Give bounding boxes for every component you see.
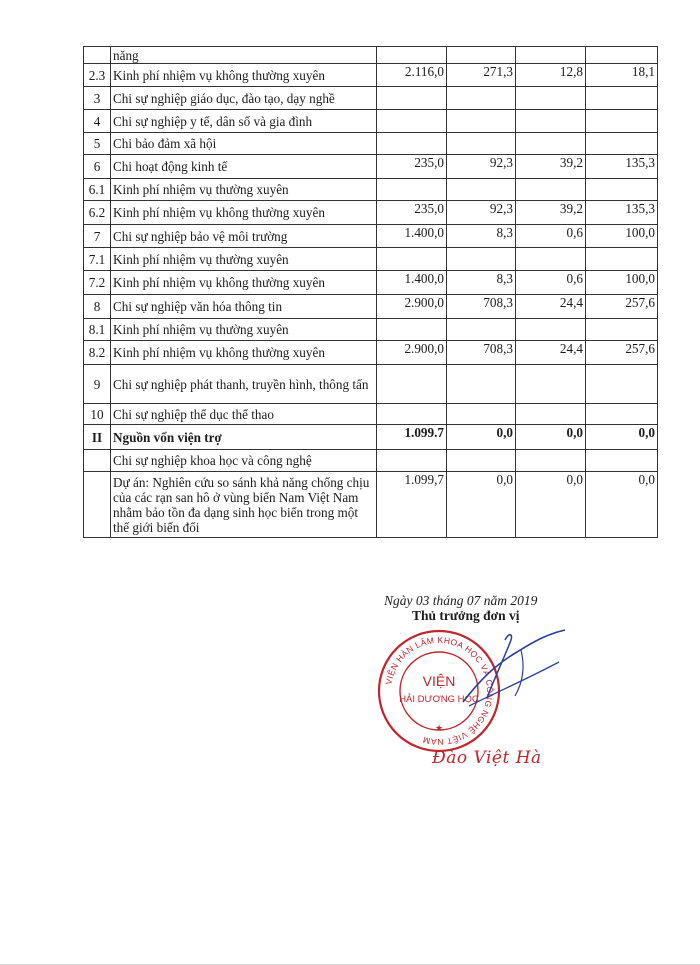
table-row <box>84 295 658 319</box>
value-col-4 <box>586 87 658 110</box>
value-col-3: 24,4 <box>516 341 586 365</box>
value-col-2 <box>447 179 516 201</box>
value-col-4: 257,6 <box>586 341 658 365</box>
value-col-1 <box>377 404 447 425</box>
value-col-2: 0,0 <box>447 425 516 450</box>
seal-ring-text: VIỆN HÀN LÂM KHOA HỌC VÀ CÔNG NGHỆ VIỆT NAM <box>383 634 496 748</box>
signature-scribble <box>422 610 585 720</box>
row-number: 6.2 <box>84 201 111 225</box>
value-col-4 <box>586 319 658 341</box>
value-col-3 <box>516 179 586 201</box>
value-col-1 <box>377 87 447 110</box>
row-label: Dự án: Nghiên cứu so sánh khả năng chống chịu của các rạn san hô ở vùng biển Nam Việt Nam nhằm bảo tồn đa dạng sinh học biển trong một thế giới biến đổi <box>111 472 377 538</box>
row-number: 8 <box>84 295 111 319</box>
table-row <box>84 201 658 225</box>
row-label: Kinh phí nhiệm vụ thường xuyên <box>111 179 377 201</box>
value-col-4: 135,3 <box>586 201 658 225</box>
row-label: Chi sự nghiệp thể dục thể thao <box>111 404 377 425</box>
row-number: 5 <box>84 133 111 155</box>
value-col-3: 0,0 <box>516 425 586 450</box>
table-row <box>84 425 658 450</box>
value-col-1: 1.400,0 <box>377 271 447 295</box>
table-row <box>84 225 658 248</box>
value-col-1 <box>377 450 447 472</box>
row-label: Kinh phí nhiệm vụ thường xuyên <box>111 248 377 271</box>
row-label: Chi hoạt động kinh tế <box>111 155 377 179</box>
row-number: 6.1 <box>84 179 111 201</box>
row-number: 7.1 <box>84 248 111 271</box>
row-label: Kinh phí nhiệm vụ thường xuyên <box>111 319 377 341</box>
seal-center-line-2: HẢI DƯƠNG HỌC <box>399 694 479 705</box>
table-row <box>84 472 658 538</box>
value-col-3 <box>516 450 586 472</box>
value-col-1 <box>377 179 447 201</box>
table-row <box>84 404 658 425</box>
value-col-3 <box>516 404 586 425</box>
row-label: Kinh phí nhiệm vụ không thường xuyên <box>111 271 377 295</box>
row-number: 2.3 <box>84 64 111 87</box>
table-row <box>84 341 658 365</box>
value-col-1: 1.099.7 <box>377 425 447 450</box>
row-number <box>84 472 111 538</box>
value-col-4 <box>586 133 658 155</box>
value-col-3: 39,2 <box>516 155 586 179</box>
value-col-2: 0,0 <box>447 472 516 538</box>
row-label: năng <box>111 47 377 64</box>
row-number: 3 <box>84 87 111 110</box>
value-col-3 <box>516 133 586 155</box>
row-number <box>84 450 111 472</box>
value-col-3: 24,4 <box>516 295 586 319</box>
value-col-3: 0,0 <box>516 472 586 538</box>
row-number: 10 <box>84 404 111 425</box>
value-col-1: 1.099,7 <box>377 472 447 538</box>
value-col-1: 235,0 <box>377 155 447 179</box>
value-col-2 <box>447 319 516 341</box>
value-col-1 <box>377 319 447 341</box>
row-number: 6 <box>84 155 111 179</box>
value-col-4 <box>586 450 658 472</box>
value-col-3: 0,6 <box>516 225 586 248</box>
table-row <box>84 319 658 341</box>
value-col-4 <box>586 248 658 271</box>
row-label: Chi bảo đảm xã hội <box>111 133 377 155</box>
value-col-2 <box>447 404 516 425</box>
table-row <box>84 271 658 295</box>
value-col-4 <box>586 110 658 133</box>
row-label: Chi sự nghiệp phát thanh, truyền hình, thông tấn <box>111 365 377 404</box>
row-label: Kinh phí nhiệm vụ không thường xuyên <box>111 201 377 225</box>
table-row <box>84 133 658 155</box>
value-col-1: 2.900,0 <box>377 341 447 365</box>
value-col-2: 708,3 <box>447 341 516 365</box>
value-col-2: 8,3 <box>447 225 516 248</box>
value-col-4 <box>586 404 658 425</box>
value-col-4 <box>586 179 658 201</box>
row-label: Chi sự nghiệp giáo dục, đào tạo, dạy nghề <box>111 87 377 110</box>
table-row <box>84 155 658 179</box>
value-col-4: 257,6 <box>586 295 658 319</box>
row-label: Chi sự nghiệp bảo vệ môi trường <box>111 225 377 248</box>
row-label: Kinh phí nhiệm vụ không thường xuyên <box>111 64 377 87</box>
value-col-3 <box>516 365 586 404</box>
row-number: 9 <box>84 365 111 404</box>
value-col-4 <box>586 47 658 64</box>
value-col-1: 235,0 <box>377 201 447 225</box>
row-number: 8.1 <box>84 319 111 341</box>
value-col-2 <box>447 248 516 271</box>
value-col-1 <box>377 47 447 64</box>
row-number: 4 <box>84 110 111 133</box>
value-col-4: 100,0 <box>586 225 658 248</box>
value-col-2: 8,3 <box>447 271 516 295</box>
value-col-4: 100,0 <box>586 271 658 295</box>
value-col-3: 0,6 <box>516 271 586 295</box>
table-row <box>84 365 658 404</box>
value-col-1 <box>377 110 447 133</box>
value-col-1: 2.900,0 <box>377 295 447 319</box>
value-col-3: 39,2 <box>516 201 586 225</box>
value-col-1: 1.400,0 <box>377 225 447 248</box>
row-number: 8.2 <box>84 341 111 365</box>
signer-name: Đào Việt Hà <box>432 748 542 768</box>
value-col-4 <box>586 365 658 404</box>
budget-table-body <box>84 47 658 538</box>
value-col-2 <box>447 87 516 110</box>
table-row <box>84 47 658 64</box>
value-col-4: 135,3 <box>586 155 658 179</box>
row-number: 7.2 <box>84 271 111 295</box>
seal-star-icon: ★ <box>434 724 444 734</box>
row-label: Kinh phí nhiệm vụ không thường xuyên <box>111 341 377 365</box>
row-label: Chi sự nghiệp y tế, dân số và gia đình <box>111 110 377 133</box>
value-col-1 <box>377 365 447 404</box>
value-col-3 <box>516 110 586 133</box>
value-col-4: 0,0 <box>586 472 658 538</box>
table-row <box>84 450 658 472</box>
row-label: Nguồn vốn viện trợ <box>111 425 377 450</box>
row-label: Chi sự nghiệp khoa học và công nghệ <box>111 450 377 472</box>
value-col-3 <box>516 319 586 341</box>
table-row <box>84 64 658 87</box>
value-col-4: 18,1 <box>586 64 658 87</box>
value-col-3 <box>516 47 586 64</box>
value-col-2 <box>447 450 516 472</box>
value-col-2 <box>447 110 516 133</box>
budget-table <box>83 46 658 538</box>
value-col-2 <box>447 133 516 155</box>
table-row <box>84 87 658 110</box>
value-col-1 <box>377 133 447 155</box>
row-number: II <box>84 425 111 450</box>
table-row <box>84 179 658 201</box>
table-row <box>84 110 658 133</box>
value-col-3 <box>516 87 586 110</box>
seal-center-line-1: VIỆN <box>422 673 456 689</box>
value-col-2: 708,3 <box>447 295 516 319</box>
value-col-2 <box>447 47 516 64</box>
value-col-2 <box>447 365 516 404</box>
value-col-3: 12,8 <box>516 64 586 87</box>
value-col-1 <box>377 248 447 271</box>
value-col-3 <box>516 248 586 271</box>
value-col-2: 92,3 <box>447 201 516 225</box>
value-col-1: 2.116,0 <box>377 64 447 87</box>
row-number: 7 <box>84 225 111 248</box>
value-col-4: 0,0 <box>586 425 658 450</box>
row-label: Chi sự nghiệp văn hóa thông tin <box>111 295 377 319</box>
table-row <box>84 248 658 271</box>
date-line: Ngày 03 tháng 07 năm 2019 <box>384 593 538 608</box>
value-col-2: 271,3 <box>447 64 516 87</box>
value-col-2: 92,3 <box>447 155 516 179</box>
signer-title: Thủ trưởng đơn vị <box>412 608 520 623</box>
row-number <box>84 47 111 64</box>
